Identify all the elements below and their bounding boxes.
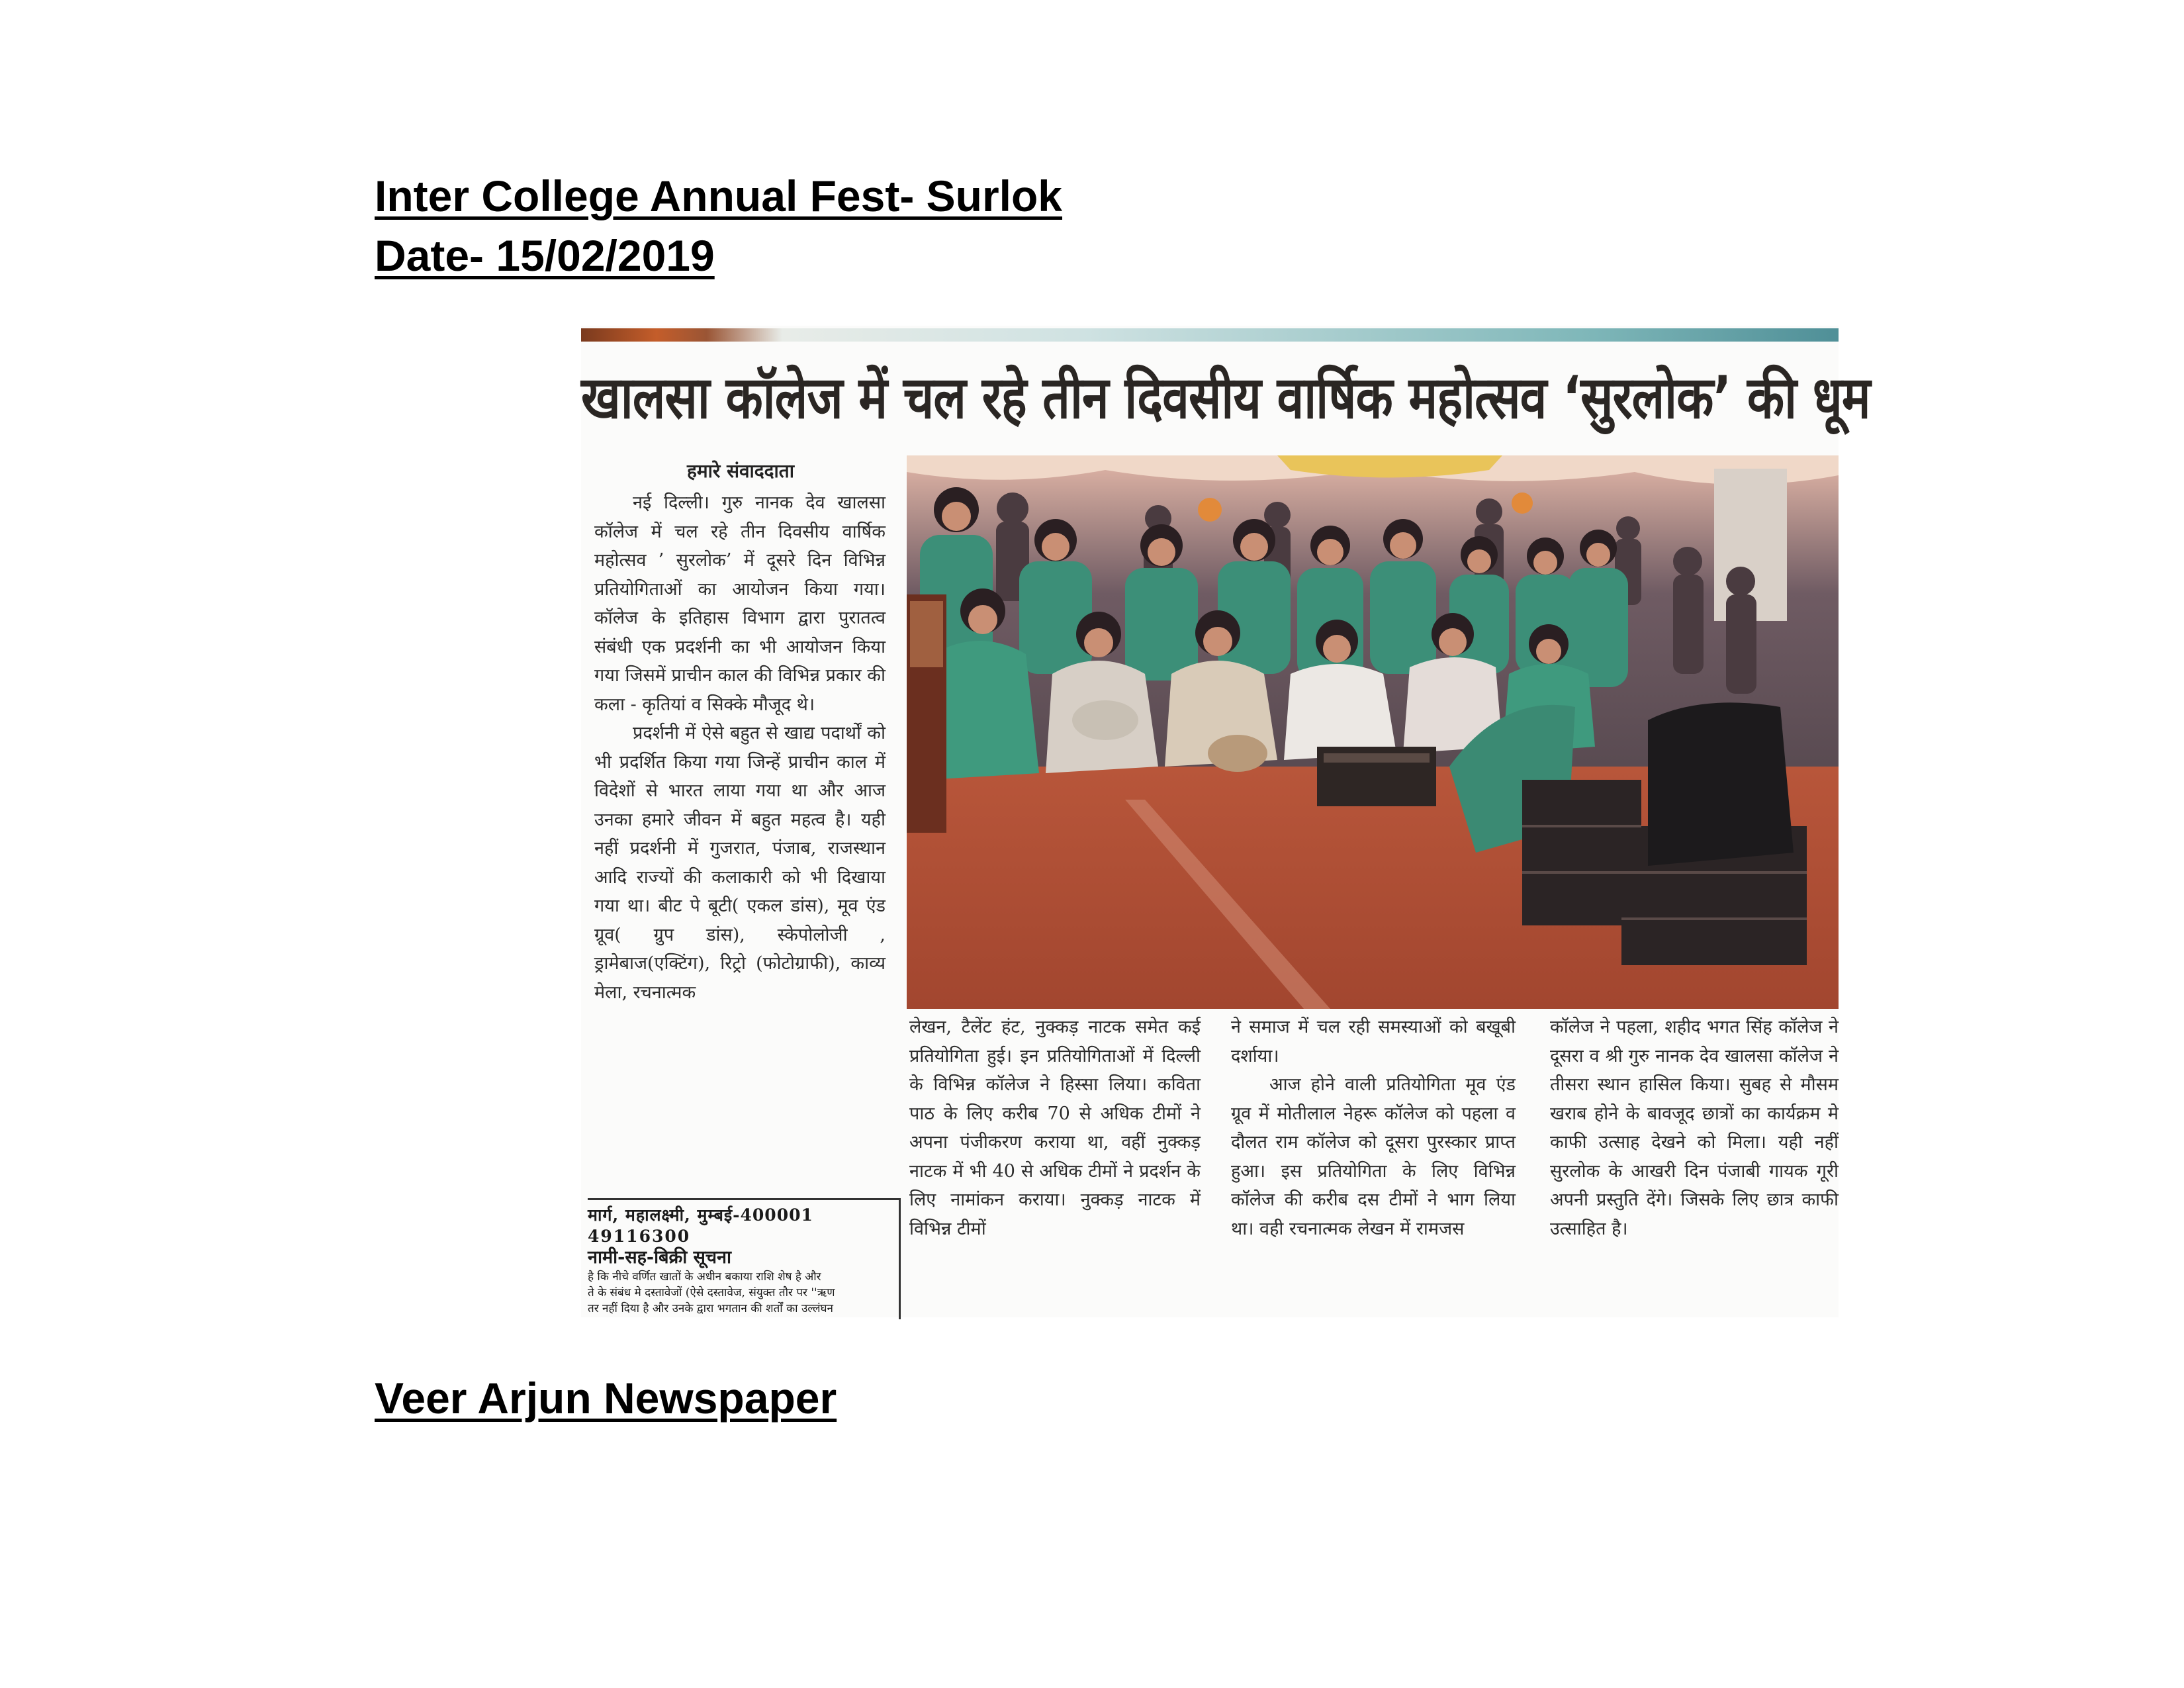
ad-text-line: ते के संबंध मे दस्तावेजों (ऐसे दस्तावेज, संयुक्त तौर पर ''ऋण [588, 1286, 835, 1299]
article-column-3 [1231, 1013, 1516, 1243]
article-column-2: लेखन, टैलेंट हंट, नुक्कड़ नाटक समेत कई प्रतियोगिता हुई। इन प्रतियोगिताओं में दिल्ली के विभिन्न कॉलेज ने हिस्सा लिया। कविता पाठ के लिए करीब 70 से अधिक टीमों ने अपना पंजीकरण कराया था, वहीं नुक्कड़ नाटक में भी 40 से अधिक टीमों ने प्रदर्शन के लिए नामांकन कराया। नुक्कड़ नाटक में विभिन्न टीमों [909, 1017, 1201, 1239]
ad-text-line: है कि नीचे वर्णित खातों के अधीन बकाया राशि शेष है और [588, 1270, 821, 1284]
event-photo-image [907, 455, 1839, 1009]
clipping-byline: हमारे संवाददाता [687, 460, 795, 482]
ad-text-line: तर नहीं दिया है और उनके द्वारा भगतान की शर्तों का उल्लंघन [588, 1302, 833, 1315]
ad-phone-line: 49116300 [588, 1227, 691, 1246]
classified-ad-box [588, 1198, 901, 1319]
ad-heading: नामी-सह-बिक्री सूचना [588, 1247, 732, 1268]
clipping-headline: खालसा कॉलेज में चल रहे तीन दिवसीय वार्षिक महोत्सव ‘सुरलोक’ की धूम [581, 363, 1870, 432]
document-date: Date- 15/02/2019 [375, 231, 715, 280]
article-paragraph: नई दिल्ली। गुरु नानक देव खालसा कॉलेज में चल रहे तीन दिवसीय वार्षिक महोत्सव ’ सुरलोक’ में दूसरे दिन विभिन्न प्रतियोगिताओं का आयोजन किया गया। कॉलेज के इतिहास विभाग द्वारा पुरातत्व संबंधी एक प्रदर्शनी का भी आयोजन किया गया जिसमें प्राचीन काल की विभिन्न प्रकार की कला - कृतियां व सिक्के मौजूद थे। [594, 492, 886, 715]
article-column-4: कॉलेज ने पहला, शहीद भगत सिंह कॉलेज ने दूसरा व श्री गुरु नानक देव खालसा कॉलेज ने तीसरा स्थान हासिल किया। सुबह से मौसम खराब होने के बावजूद छात्रों का कार्यक्रम मे काफी उत्साह देखने को मिला। यही नहीं सुरलोक के आखरी दिन पंजाबी गायक गूरी अपनी प्रस्तुति देंगे। जिसके लिए छात्र काफी उत्साहित है। [1550, 1017, 1839, 1239]
article-paragraph: प्रदर्शनी में ऐसे बहुत से खाद्य पदार्थों को भी प्रदर्शित किया गया जिन्हें प्राचीन काल में विदेशों से भारत लाया गया था और आज उनका हमारे जीवन में बहुत महत्व है। यही नहीं प्रदर्शनी में गुजरात, पंजाब, राजस्थान आदि राज्यों की कलाकारी को भी दिखाया गया था। बीट पे बूटी( एकल डांस), मूव एंड ग्रूव( ग्रुप डांस), स्केपोलोजी , ड्रामेबाज(एक्टिंग), रिट्रो (फोटोग्राफी), काव्य मेला, रचनात्मक [594, 723, 886, 1003]
clipping-color-strip [581, 328, 1839, 342]
article-paragraph: आज होने वाली प्रतियोगिता मूव एंड ग्रूव में मोतीलाल नेहरू कॉलेज को पहला व दौलत राम कॉलेज को दूसरा पुरस्कार प्राप्त हुआ। इस प्रतियोगिता के लिए विभिन्न कॉलेज की करीब दस टीमों ने भाग लिया था। वही रचनात्मक लेखन में रामजस [1231, 1074, 1516, 1239]
newspaper-clipping [581, 326, 1870, 1317]
event-photo [907, 455, 1839, 1009]
article-column-1 [594, 489, 886, 1007]
ad-address-line: मार्ग, महालक्ष्मी, मुम्बई-400001 [588, 1205, 813, 1225]
document-title: Inter College Annual Fest- Surlok [375, 171, 1063, 220]
article-paragraph: ने समाज में चल रही समस्याओं को बखूबी दर्शाया। [1231, 1017, 1516, 1066]
newspaper-source: Veer Arjun Newspaper [375, 1374, 837, 1423]
